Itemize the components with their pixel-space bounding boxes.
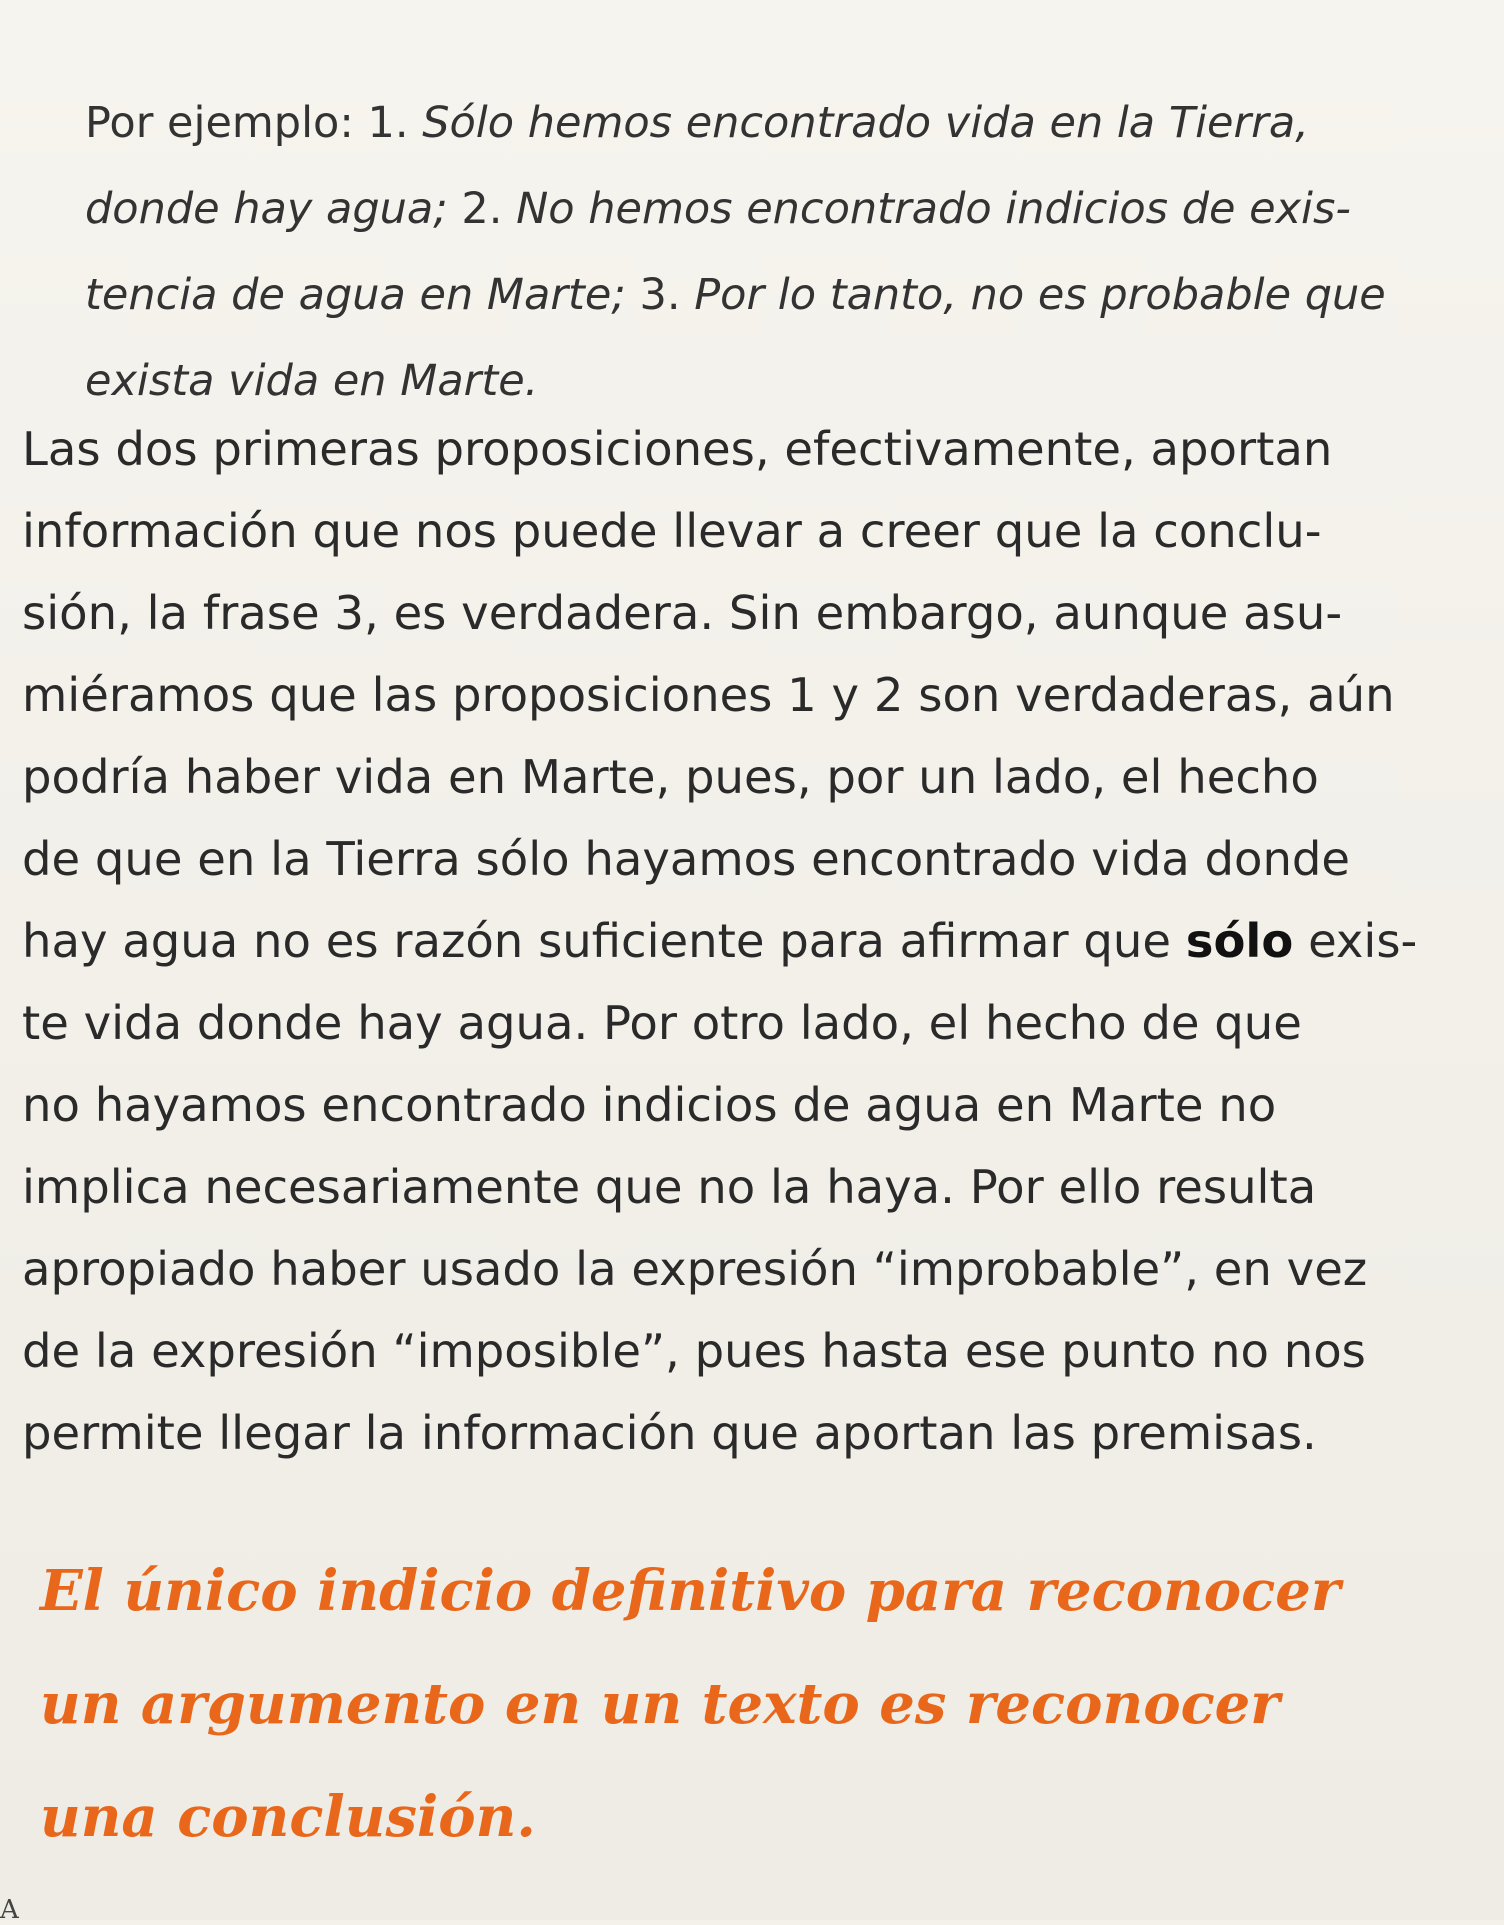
example-line-4-italic: exista vida en Marte. [85, 356, 539, 406]
example-line-2-italic-b: No hemos encontrado indicios de exis- [516, 184, 1351, 234]
highlight-line-1: El único indicio definitivo para reconocer [40, 1558, 1341, 1624]
example-line-1-italic: Sólo hemos encontrado vida en la Tierra, [422, 98, 1309, 148]
body-line-7-after: exis- [1293, 914, 1418, 968]
highlight-statement [40, 1535, 1460, 1874]
page-corner-mark: A [0, 1895, 19, 1925]
body-paragraph [22, 408, 1472, 1474]
body-line-7-bold: sólo [1185, 914, 1294, 968]
highlight-line-3: una conclusión. [40, 1784, 536, 1850]
body-line-12: de la expresión “imposible”, pues hasta ese punto no nos [22, 1324, 1366, 1378]
body-line-1: Las dos primeras proposiciones, efectivamente, aportan [22, 422, 1333, 476]
body-line-4: miéramos que las proposiciones 1 y 2 son verdaderas, aún [22, 668, 1395, 722]
example-paragraph [85, 80, 1465, 424]
body-line-9: no hayamos encontrado indicios de agua en Marte no [22, 1078, 1277, 1132]
example-line-3-number: 3. [625, 270, 695, 320]
example-line-1 [85, 80, 1465, 166]
body-line-10: implica necesariamente que no la haya. Por ello resulta [22, 1160, 1317, 1214]
body-line-8: te vida donde hay agua. Por otro lado, el hecho de que [22, 996, 1302, 1050]
example-line-3 [85, 252, 1465, 338]
example-line-3-italic: tencia de agua en Marte; [85, 270, 626, 320]
example-line-2-italic: donde hay agua; [85, 184, 448, 234]
example-line-1-normal: Por ejemplo: 1. [85, 98, 423, 148]
example-line-2 [85, 166, 1465, 252]
body-line-7-before: hay agua no es razón suficiente para afirmar que [22, 914, 1186, 968]
body-line-6: de que en la Tierra sólo hayamos encontrado vida donde [22, 832, 1351, 886]
body-line-7 [22, 900, 1472, 982]
body-line-3: sión, la frase 3, es verdadera. Sin embargo, aunque asu- [22, 586, 1343, 640]
body-line-5: podría haber vida en Marte, pues, por un lado, el hecho [22, 750, 1319, 804]
highlight-line-2: un argumento en un texto es reconocer [40, 1671, 1280, 1737]
body-line-11: apropiado haber usado la expresión “improbable”, en vez [22, 1242, 1368, 1296]
body-line-13: permite llegar la información que aportan las premisas. [22, 1406, 1317, 1460]
body-line-2: información que nos puede llevar a creer que la conclu- [22, 504, 1322, 558]
example-line-2-number: 2. [447, 184, 517, 234]
example-line-3-italic-b: Por lo tanto, no es probable que [694, 270, 1386, 320]
